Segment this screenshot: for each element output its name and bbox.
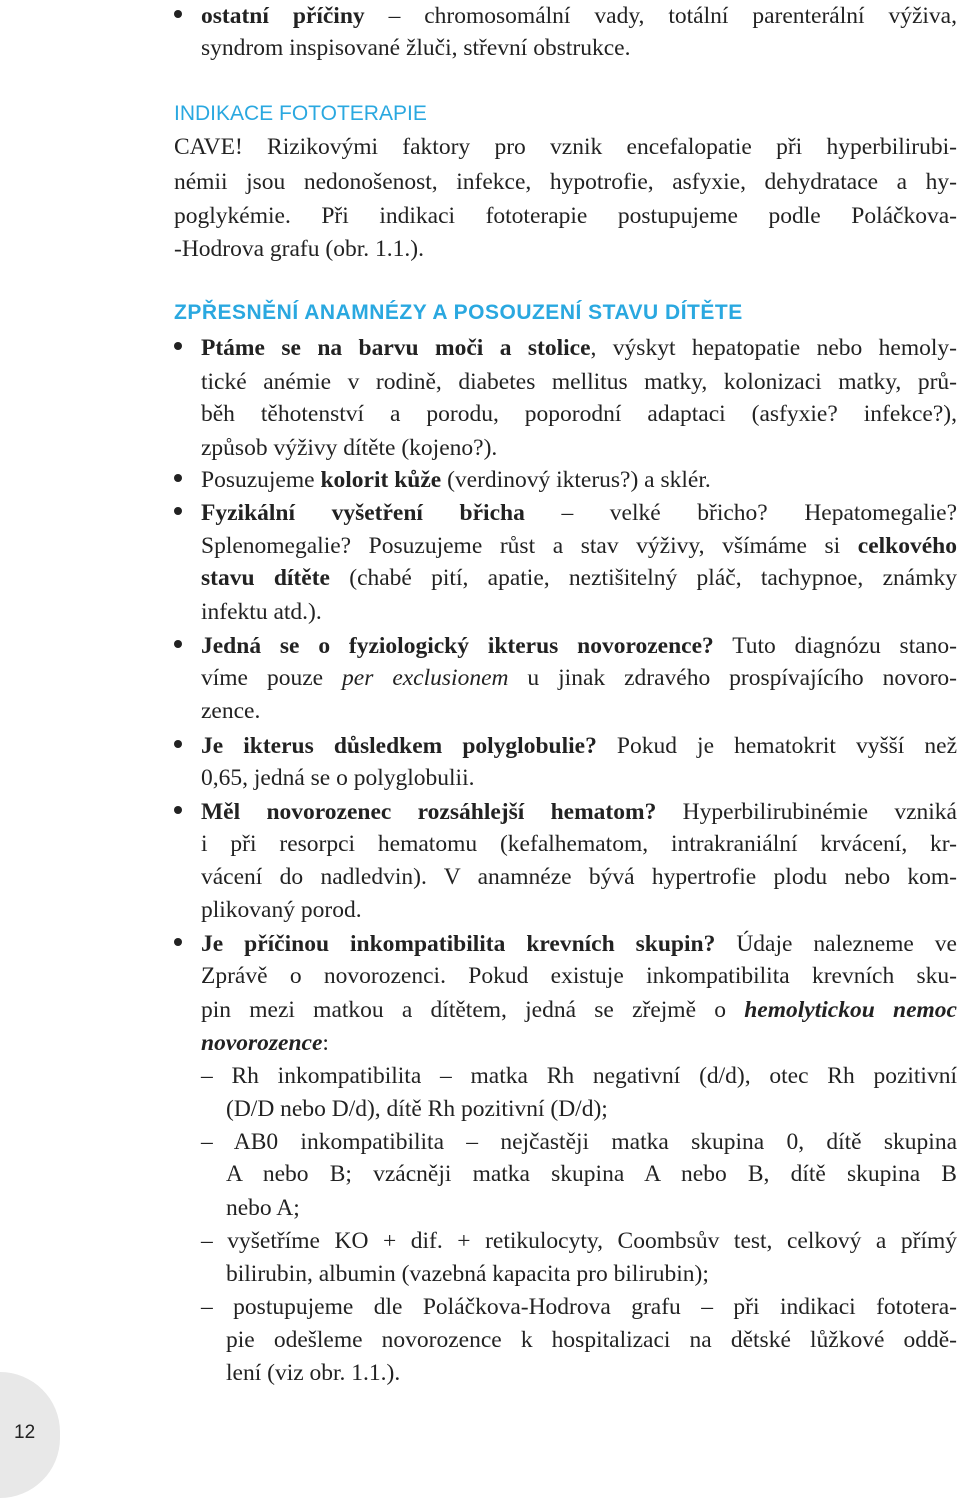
section-heading-zpresneni: ZPŘESNĚNÍ ANAMNÉZY A POSOUZENÍ STAVU DÍTĚTE <box>174 301 743 324</box>
indikace-line-2: némii jsou nedonošenost, infekce, hypotrofie, asfyxie, dehydratace a hy- <box>174 169 957 195</box>
dash-item-3-line-2: bilirubin, albumin (vazebná kapacita pro bilirubin); <box>226 1261 709 1287</box>
p1-line-4: způsob výživy dítěte (kojeno?). <box>201 435 498 461</box>
dash-item-2-line-1: – AB0 inkompatibilita – nejčastěji matka skupina 0, dítě skupina <box>201 1129 957 1155</box>
dash-item-2-line-3: nebo A; <box>226 1195 300 1221</box>
p3-line-3: stavu dítěte (chabé pití, apatie, neztišitelný pláč, tachypnoe, známky <box>201 565 957 591</box>
p5-line-2: 0,65, jedná se o polyglobulii. <box>201 765 475 791</box>
bullet-icon <box>174 342 182 350</box>
bullet-icon <box>174 474 182 482</box>
p6-line-3: vácení do nadledvin). V anamnéze bývá hypertrofie plodu nebo kom- <box>201 864 957 890</box>
dash-item-1-line-2: (D/D nebo D/d), dítě Rh pozitivní (D/d); <box>226 1096 608 1122</box>
p1-line-3: běh těhotenství a porodu, poporodní adaptaci (asfyxie? infekce?), <box>201 401 957 427</box>
p1-line-1: Ptáme se na barvu moči a stolice, výskyt hepatopatie nebo hemoly- <box>201 335 957 361</box>
p2-line-1: Posuzujeme kolorit kůže (verdinový ikterus?) a sklér. <box>201 467 711 493</box>
indikace-line-1: CAVE! Rizikovými faktory pro vznik encefalopatie při hyperbilirubi- <box>174 134 957 160</box>
p7-line-3: pin mezi matkou a dítětem, jedná se zřejmě o hemolytickou nemoc <box>201 997 957 1023</box>
p4-line-2: víme pouze per exclusionem u jinak zdravého prospívajícího novoro- <box>201 665 957 691</box>
bullet-icon <box>174 640 182 648</box>
indikace-line-4: -Hodrova grafu (obr. 1.1.). <box>174 236 424 262</box>
p6-line-1: Měl novorozenec rozsáhlejší hematom? Hyperbilirubinémie vzniká <box>201 799 957 825</box>
page-number: 12 <box>14 1422 36 1443</box>
p3-line-2: Splenomegalie? Posuzujeme růst a stav výživy, všímáme si celkového <box>201 533 957 559</box>
dash-item-4-line-2: pie odešleme novorozence k hospitalizaci na dětské lůžkové oddě- <box>226 1327 957 1353</box>
bullet-icon <box>174 740 182 748</box>
indikace-line-3: poglykémie. Při indikaci fototerapie postupujeme podle Poláčkova- <box>174 203 957 229</box>
dash-item-1-line-1: – Rh inkompatibilita – matka Rh negativní (d/d), otec Rh pozitivní <box>201 1063 957 1089</box>
dash-item-4-line-3: lení (viz obr. 1.1.). <box>226 1360 401 1386</box>
p5-line-1: Je ikterus důsledkem polyglobulie? Pokud je hematokrit vyšší než <box>201 733 958 759</box>
intro-bullet-line-1: ostatní příčiny – chromosomální vady, totální parenterální výživa, <box>201 3 957 29</box>
p7-line-1: Je příčinou inkompatibilita krevních skupin? Údaje nalezneme ve <box>201 931 957 957</box>
p4-line-3: zence. <box>201 698 261 724</box>
p3-line-1: Fyzikální vyšetření břicha – velké břicho? Hepatomegalie? <box>201 500 957 526</box>
p4-line-1: Jedná se o fyziologický ikterus novorozence? Tuto diagnózu stano- <box>201 633 957 659</box>
p3-line-4: infektu atd.). <box>201 599 322 625</box>
dash-item-3-line-1: – vyšetříme KO + dif. + retikulocyty, Coombsův test, celkový a přímý <box>201 1228 957 1254</box>
intro-bullet-line-2: syndrom inspisované žluči, střevní obstrukce. <box>201 35 631 61</box>
bullet-icon <box>174 938 182 946</box>
p7-line-2: Zprávě o novorozenci. Pokud existuje inkompatibilita krevních sku- <box>201 963 957 989</box>
bullet-icon <box>174 806 182 814</box>
p1-line-2: tické anémie v rodině, diabetes mellitus matky, kolonizaci matky, prů- <box>201 369 957 395</box>
dash-item-2-line-2: A nebo B; vzácněji matka skupina A nebo B, dítě skupina B <box>226 1161 957 1187</box>
p6-line-4: plikovaný porod. <box>201 897 362 923</box>
intro-bold: ostatní příčiny <box>201 3 365 29</box>
p7-line-4: novorozence: <box>201 1030 329 1056</box>
dash-item-4-line-1: – postupujeme dle Poláčkova-Hodrova grafu – při indikaci fototera- <box>201 1294 957 1320</box>
p6-line-2: i při resorpci hematomu (kefalhematom, intrakraniální krvácení, kr- <box>201 831 957 857</box>
bullet-icon <box>174 507 182 515</box>
bullet-icon <box>174 10 182 18</box>
section-heading-indikace: INDIKACE FOTOTERAPIE <box>174 102 427 125</box>
